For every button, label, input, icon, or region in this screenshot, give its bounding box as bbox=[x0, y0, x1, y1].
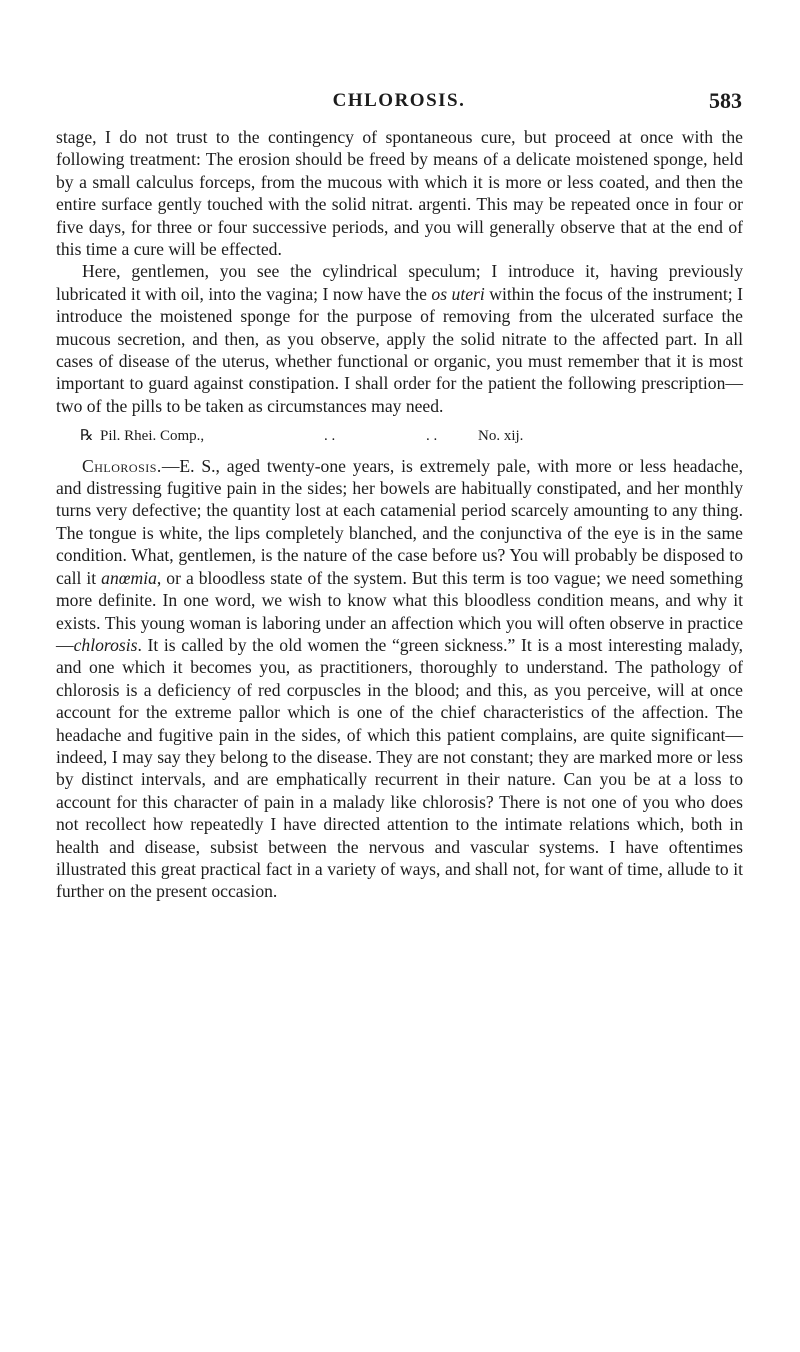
case-title: Chlorosis. bbox=[82, 455, 162, 476]
paragraph-chlorosis-text-b: , or a bloodless state of the system. But this term is too vague; we need something more definite. In one word, we wish to know what this bloodless condition means, and why it exists. This young woman is laboring under an affection which you will often observe in practice— bbox=[56, 567, 744, 655]
prescription-quantity: No. xij. bbox=[478, 428, 524, 445]
prescription-symbol: ℞ bbox=[80, 428, 94, 445]
chlorosis-term: chlorosis bbox=[73, 634, 138, 655]
anaemia-term: anœmia bbox=[101, 567, 157, 588]
paragraph-chlorosis-text-c: . It is called by the old women the “green sickness.” It is a most interesting malady, and one which it becomes you, as practitioners, thoroughly to understand. The pathology of chlorosis is a deficiency of red corpuscles in the blood; and this, as you perceive, will at once account for the extreme pallor which is one of the chief characteristics of the affection. The headache and fugitive pain in the sides, of which this patient complains, are quite significant—indeed, I may say they belong to the disease. They are not constant; they are marked more or less by distinct intervals, and are emphatically recurrent in their nature. Can you be at a loss to account for this character of pain in a malady like chlorosis? There is not one of you who does not recollect how repeatedly I have directed attention to the intimate relations which, both in health and disease, subsist between the nervous and vascular systems. I have oftentimes illustrated this great practical fact in a variety of ways, and shall not, for want of time, allude to it further on the present occasion. bbox=[56, 634, 743, 902]
os-uteri-term: os uteri bbox=[431, 283, 485, 304]
paragraph-treatment bbox=[56, 126, 743, 260]
paragraph-treatment-text: stage, I do not trust to the contingency of spontaneous cure, but proceed at once with the following treatment: The erosion should be freed by means of a delicate moistened sponge, held by a small calculus forceps, from the mucous with which it is more or less coated, and then the entire surface gently touched with the solid nitrat. argenti. This may be repeated once in four or five days, for three or four successive periods, and you will generally observe that at the end of this time a cure will be effected. bbox=[56, 127, 743, 260]
paragraph-speculum bbox=[56, 260, 743, 417]
paragraph-speculum-text-a: Here, gentlemen, you see the cylindrical speculum; I introduce it, having previously lubricated it with oil, into the vagina; I now have the bbox=[56, 261, 743, 304]
prescription-leader-dots: . . bbox=[324, 428, 336, 445]
running-head bbox=[56, 86, 742, 116]
paragraph-speculum-text-b: within the focus of the instrument; I introduce the moistened sponge for the purpose of removing from the ulcerated surface the mucous secretion, and then, as you observe, apply the solid nitrate to the affected part. In all cases of disease of the uterus, whether functional or organic, you must remember that it is most important to guard against constipation. I shall order for the patient the following prescription—two of the pills to be taken as circumstances may need. bbox=[56, 283, 743, 416]
prescription-line bbox=[56, 423, 743, 445]
prescription-drug: Pil. Rhei. Comp., bbox=[100, 428, 205, 445]
paragraph-chlorosis-case bbox=[56, 455, 743, 903]
page-number: 583 bbox=[709, 88, 742, 113]
body-text bbox=[56, 126, 743, 903]
paragraph-chlorosis-text-a: —E. S., aged twenty-one years, is extremely pale, with more or less headache, and distressing fugitive pain in the sides; her bowels are habitually constipated, and her monthly turns very defective; the quantity lost at each catamenial period scarcely amounting to any thing. The tongue is white, the lips completely blanched, and the conjunctiva of the eye is in the same condition. What, gentlemen, is the nature of the case before us? You will probably be disposed to call it bbox=[56, 455, 743, 588]
prescription-leader-dots: . . bbox=[426, 428, 438, 445]
running-title: CHLOROSIS. bbox=[332, 90, 466, 111]
